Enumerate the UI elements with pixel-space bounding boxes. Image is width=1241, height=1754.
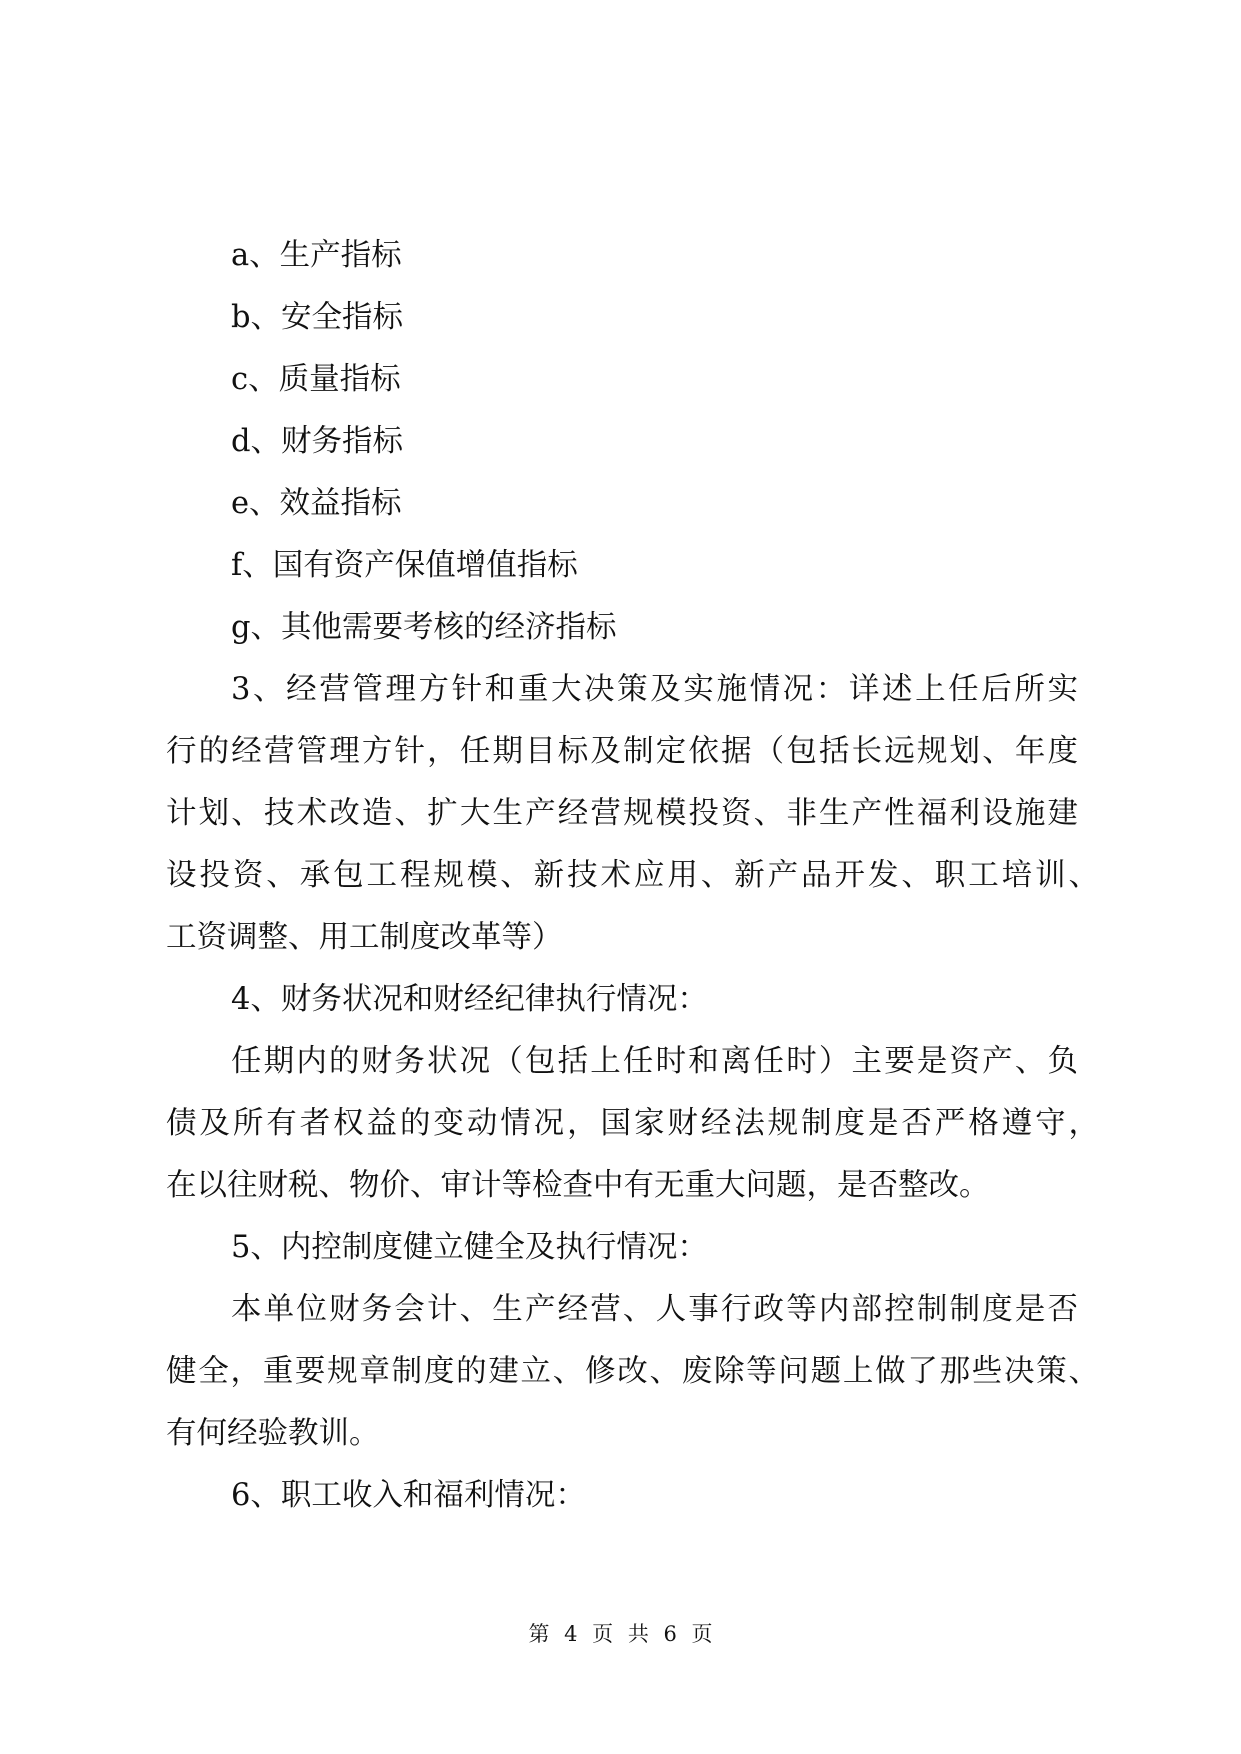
section-5-heading: 5、内控制度健立健全及执行情况： (231, 1230, 708, 1265)
list-item-e: e、效益指标 (231, 486, 402, 521)
page-number-footer: 第 4 页 共 6 页 (528, 1622, 713, 1646)
paragraph-line: 计划、技术改造、扩大生产经营规模投资、非生产性福利设施建 (166, 796, 1078, 831)
list-item-f: f、国有资产保值增值指标 (231, 548, 578, 583)
paragraph-line: 工资调整、用工制度改革等） (166, 920, 563, 955)
paragraph-line: 债及所有者权益的变动情况，国家财经法规制度是否严格遵守， (166, 1106, 1099, 1141)
paragraph-line: 设投资、承包工程规模、新技术应用、新产品开发、职工培训、 (166, 858, 1099, 893)
list-item-b: b、安全指标 (231, 300, 404, 335)
paragraph-line: 行的经营管理方针，任期目标及制定依据（包括长远规划、年度 (166, 734, 1078, 769)
paragraph-line: 任期内的财务状况（包括上任时和离任时）主要是资产、负 (231, 1044, 1078, 1079)
paragraph-line: 在以往财税、物价、审计等检查中有无重大问题，是否整改。 (166, 1168, 990, 1203)
paragraph-line: 本单位财务会计、生产经营、人事行政等内部控制制度是否 (231, 1292, 1078, 1327)
paragraph-line: 健全，重要规章制度的建立、修改、废除等问题上做了那些决策、 (166, 1354, 1099, 1389)
section-4-heading: 4、财务状况和财经纪律执行情况： (231, 982, 708, 1017)
section-6-heading: 6、职工收入和福利情况： (231, 1478, 586, 1513)
list-item-d: d、财务指标 (231, 424, 404, 459)
list-item-g: g、其他需要考核的经济指标 (231, 610, 617, 645)
section-3-heading-line: 3、经营管理方针和重大决策及实施情况：详述上任后所实 (231, 672, 1078, 707)
paragraph-line: 有何经验教训。 (166, 1416, 380, 1451)
list-item-c: c、质量指标 (231, 362, 401, 397)
list-item-a: a、生产指标 (231, 238, 402, 273)
